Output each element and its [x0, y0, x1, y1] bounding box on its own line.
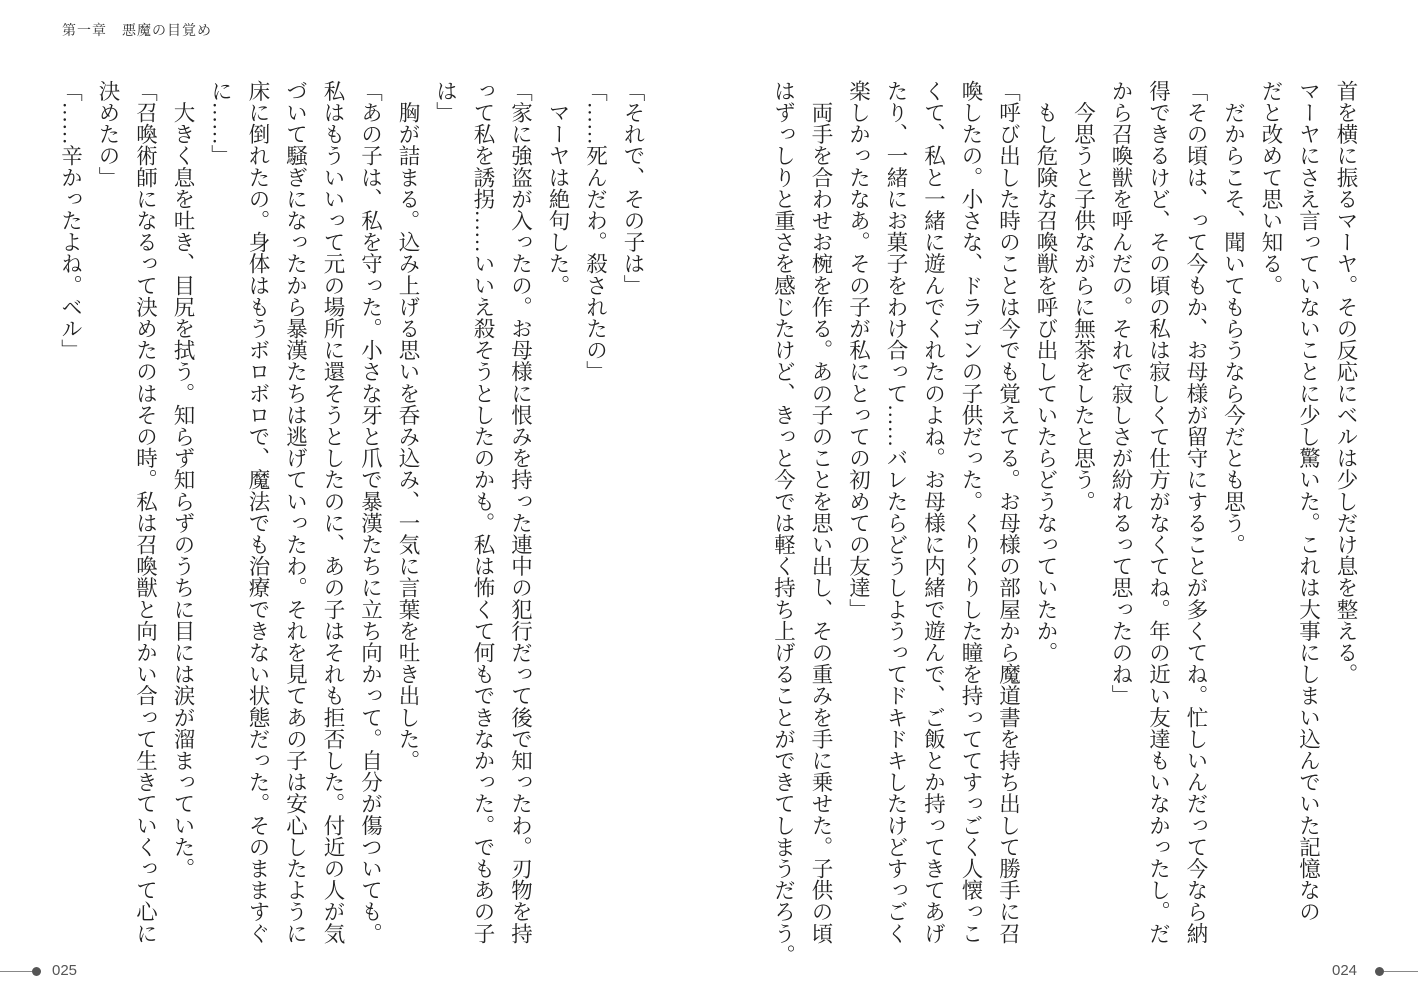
text-line: 決めたの」: [96, 80, 120, 188]
running-header-chapter: 第一章 悪魔の目覚め: [62, 24, 212, 39]
text-line: 今思うと子供ながらに無茶をしたと思う。: [1071, 80, 1096, 512]
text-line: マーヤは絶句した。: [546, 80, 570, 296]
text-line: 大きく息を吐き、目尻を拭う。知らず知らずのうちに目には涙が溜まっていた。: [171, 80, 195, 880]
text-line: 私はもういいって元の場所に還そうとしたのに、あの子はそれも拒否した。付近の人が気: [321, 80, 345, 944]
right-page-text: [764, 80, 1364, 966]
page-number-left: [0, 962, 100, 982]
left-page-text: [51, 80, 651, 960]
text-line: マーヤにさえ言っていないことに少し驚いた。これは大事にしまい込んでいた記憶なの: [1296, 80, 1321, 923]
text-line: 喚したの。小さな、ドラゴンの子供だった。くりくりした瞳を持っててすっごく人懐っこ: [959, 80, 983, 944]
page-number-text: 024: [1332, 962, 1358, 979]
text-line: 胸が詰まる。込み上げる思いを呑み込み、一気に言葉を吐き出した。: [396, 80, 420, 772]
page-rule: [0, 971, 32, 972]
text-line: だからこそ、聞いてもらうなら今だとも思う。: [1221, 80, 1246, 556]
page-dot: [1375, 967, 1384, 976]
text-line: 「あの子は、私を守った。小さな牙と爪で暴漢たちに立ち向かって。自分が傷ついても。: [358, 80, 383, 944]
text-line: って私を誘拐……いいえ殺そうとしたのかも。私は怖くて何もできなかった。でもあの子: [471, 80, 495, 944]
page-number-right: [1318, 962, 1418, 982]
text-line: 「家に強盗が入ったの。お母様に恨みを持った連中の犯行だって後で知ったわ。刃物を持: [508, 80, 533, 944]
text-line: は」: [433, 80, 458, 124]
text-line: づいて騒ぎになったから暴漢たちは逃げていったわ。それを見てあの子は安心したように: [283, 80, 308, 944]
text-line: から召喚獣を呼んだの。それで寂しさが紛れるって思ったのね」: [1109, 80, 1133, 707]
text-line: たり、一緒にお菓子をわけ合って……バレたらどうしようってドキドキしたけどすっごく: [884, 80, 908, 944]
text-line: 両手を合わせお椀を作る。あの子のことを思い出し、その重みを手に乗せた。子供の頃: [809, 80, 833, 944]
text-line: 楽しかったなあ。その子が私にとっての初めての友達」: [846, 80, 871, 620]
page-rule: [1384, 971, 1418, 972]
page-number-text: 025: [52, 962, 78, 979]
text-line: くて、私と一緒に遊んでくれたのよね。お母様に内緒で遊んで、ご飯とか持ってきてあげ: [921, 80, 946, 944]
text-line: 「……死んだわ。殺されたの」: [583, 80, 608, 383]
text-line: 床に倒れたの。身体はもうボロボロで、魔法でも治療できない状態だった。そのまますぐ: [246, 80, 270, 944]
text-line: 「……辛かったよね。ベル」: [58, 80, 83, 361]
page-dot: [32, 967, 41, 976]
text-line: 首を横に振るマーヤ。その反応にベルは少しだけ息を整える。: [1334, 80, 1358, 685]
text-line: 「召喚術師になるって決めたのはその時。私は召喚獣と向かい合って生きていくって心に: [133, 80, 158, 944]
text-line: だと改めて思い知る。: [1259, 80, 1283, 296]
text-line: 「その頃は、って今もか、お母様が留守にすることが多くてね。忙しいんだって今なら納: [1184, 80, 1208, 944]
text-line: に……」: [208, 80, 233, 167]
text-line: もし危険な召喚獣を呼び出していたらどうなっていたか。: [1034, 80, 1058, 664]
text-line: はずっしりと重さを感じたけど、きっと今では軽く持ち上げることができてしまうだろう。: [771, 80, 796, 966]
text-line: 「それで、その子は」: [621, 80, 645, 296]
text-line: 得できるけど、その頃の私は寂しくて仕方がなくてね。年の近い友達もいなかったし。だ: [1146, 80, 1171, 944]
text-line: 「呼び出した時のことは今でも覚えてる。お母様の部屋から魔道書を持ち出して勝手に召: [996, 80, 1021, 944]
